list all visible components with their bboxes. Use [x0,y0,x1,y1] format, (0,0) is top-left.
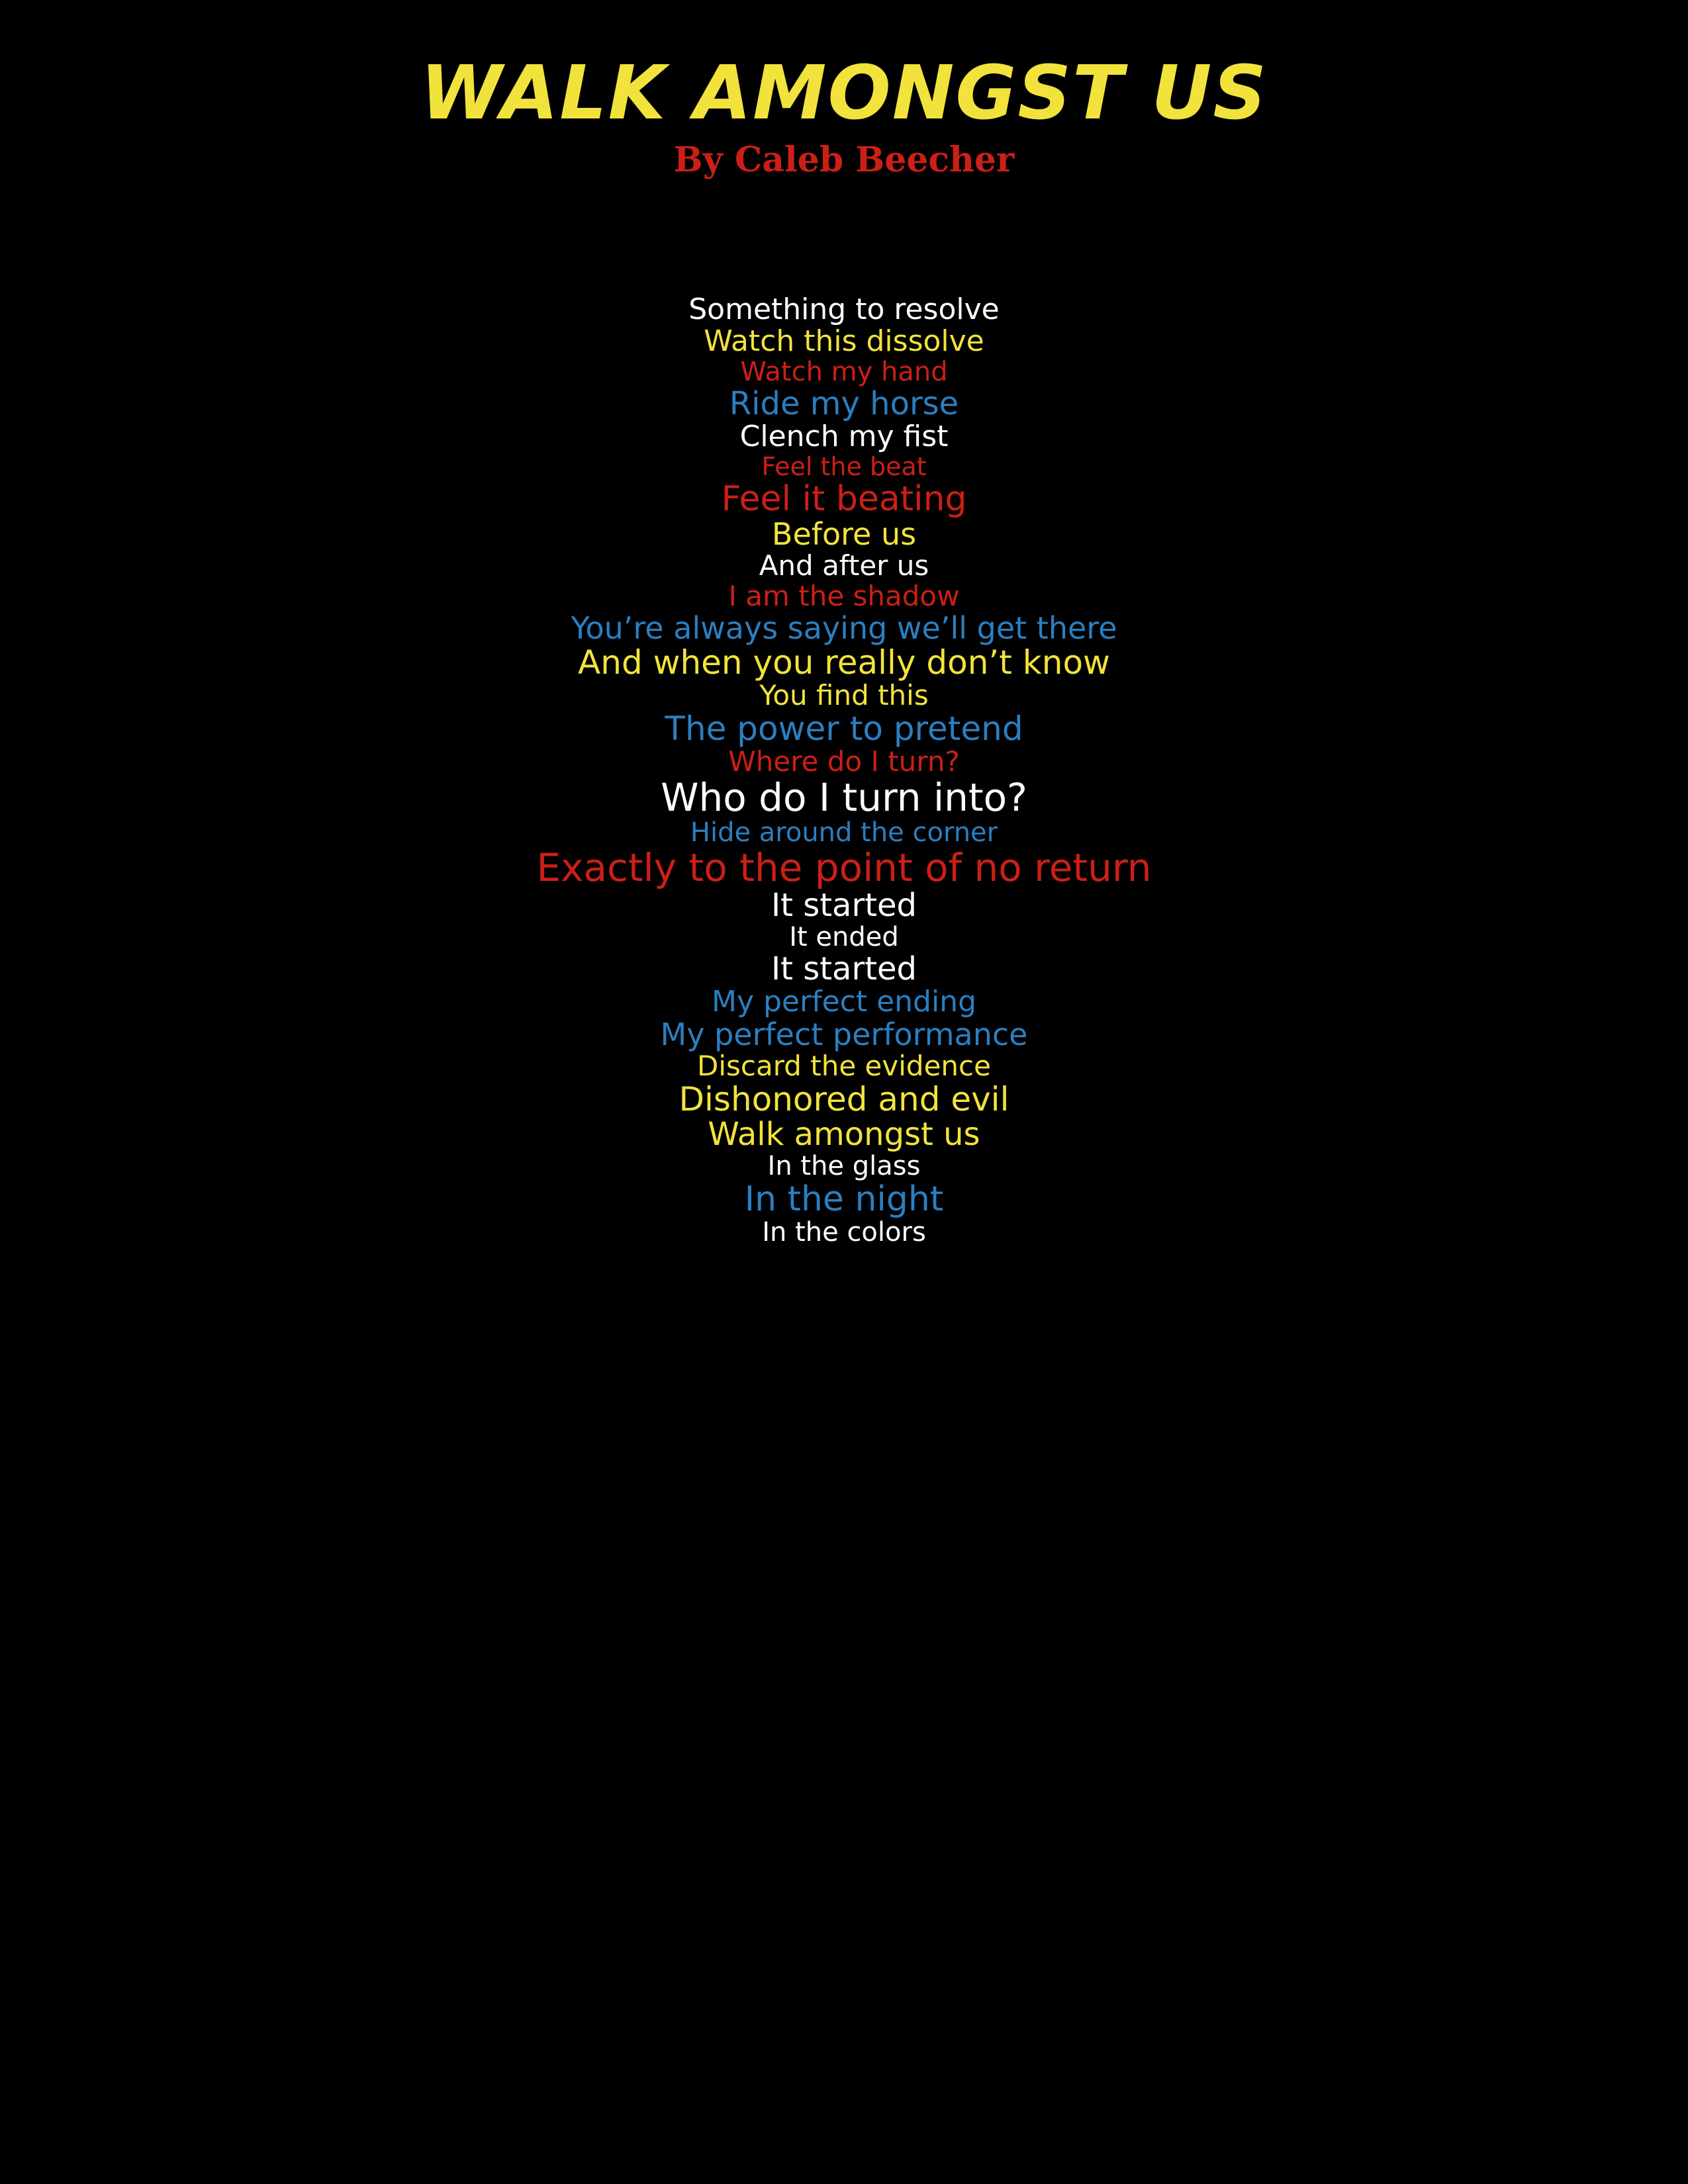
poem-line: I am the shadow [728,579,960,612]
poem-line: And when you really don’t know [578,643,1110,682]
poem-line: Hide around the corner [690,817,998,848]
poem-line: Feel it beating [721,478,967,519]
poem-line: You find this [759,678,929,711]
poem-line: Watch my hand [740,356,948,387]
poem-line: Where do I turn? [728,745,960,778]
poem-line: It ended [789,921,899,952]
poem-line: Feel the beat [761,451,927,481]
poem-line: In the glass [767,1150,921,1181]
poem-line: Something to resolve [688,292,1000,326]
poem-line: Who do I turn into? [661,774,1027,820]
poem-line: Dishonored and evil [679,1079,1009,1118]
poem-line: Watch this dissolve [704,324,984,358]
poem-line: You’re always saying we’ll get there [571,610,1117,646]
poem-line: Clench my fist [739,419,949,453]
poem-line: My perfect performance [660,1016,1028,1052]
poem-line: Discard the evidence [697,1049,991,1082]
poem-line: Ride my horse [729,385,959,422]
poem-line: Exactly to the point of no return [536,844,1152,890]
poem-line: It started [771,886,917,924]
page-title: WALK AMONGST US [420,50,1268,136]
poem-line: My perfect ending [712,984,976,1019]
author-byline: By Caleb Beecher [673,140,1015,181]
poem-line: Walk amongst us [708,1115,980,1153]
poem-body [0,294,1688,1247]
poem-line: Before us [771,516,917,552]
poem-line: In the colors [762,1216,926,1248]
poem-line: In the night [744,1179,944,1219]
poem-line: And after us [759,549,929,582]
poem-line: It started [771,950,917,987]
poem-line: The power to pretend [665,709,1023,748]
